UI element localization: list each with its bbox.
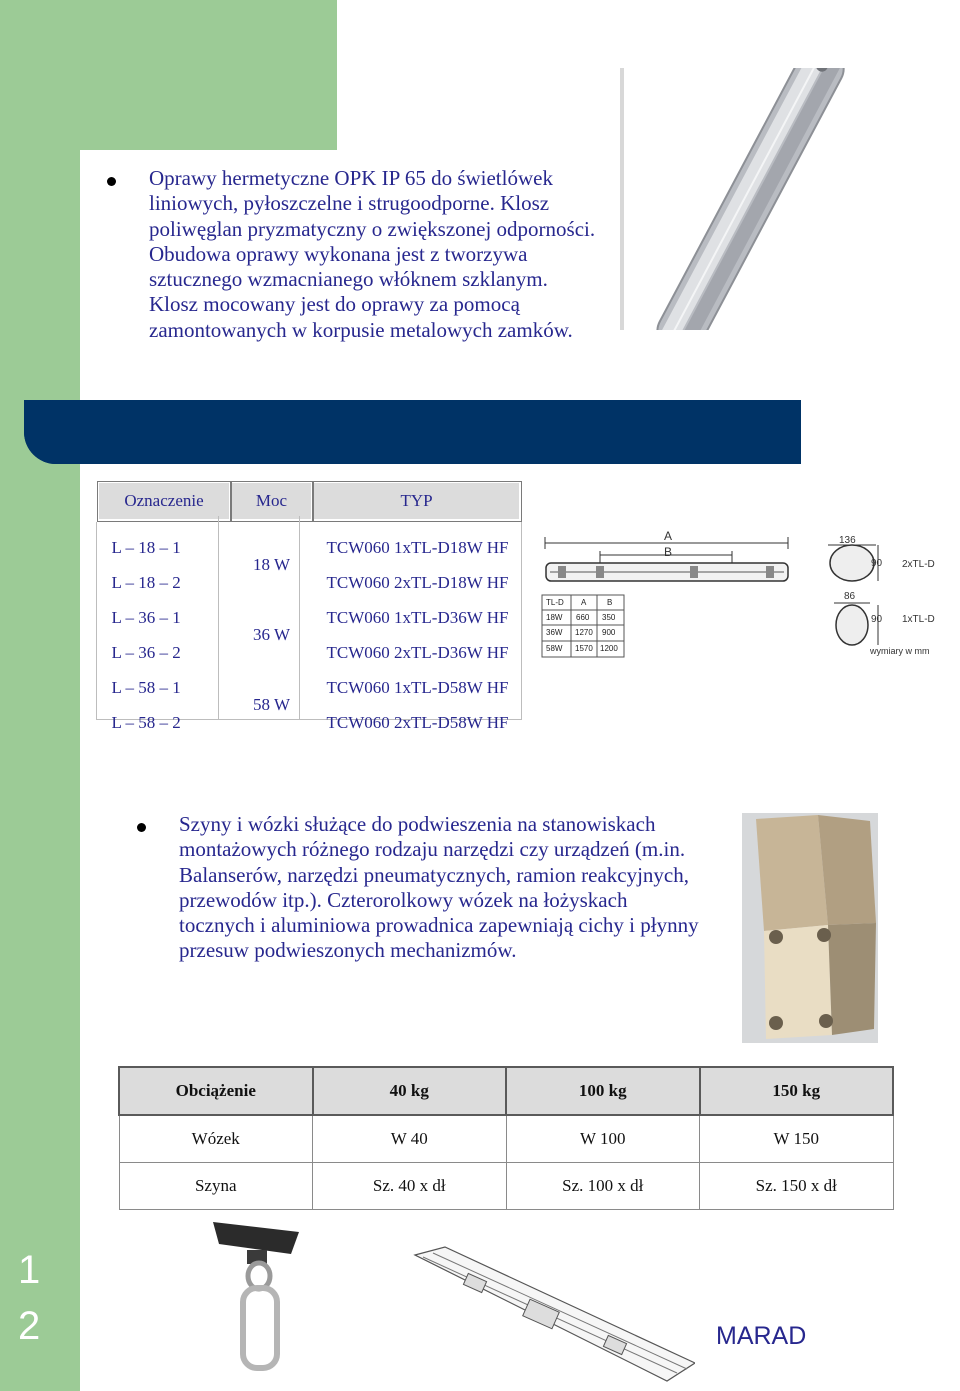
load-table: [118, 1066, 894, 1210]
table-cell: W 150: [700, 1115, 894, 1163]
profile-label-top: 2xTL-D: [902, 559, 935, 570]
profile-height-top: 90: [871, 558, 883, 569]
table-cell: Sz. 150 x dł: [700, 1163, 894, 1210]
designation-cell: L – 18 – 2: [111, 572, 181, 592]
dim-label-b: B: [664, 545, 673, 559]
dims-cell: 1570: [575, 644, 593, 653]
luminaire-photo: [620, 68, 882, 330]
dims-cell: 36W: [546, 628, 563, 637]
power-cell: 18 W: [253, 555, 290, 574]
dims-cell: 58W: [546, 644, 563, 653]
page-number-digit: 2: [18, 1304, 41, 1348]
dimension-diagram: [540, 525, 950, 665]
dims-cell: 18W: [546, 613, 563, 622]
hook-trolley-photo: [207, 1214, 307, 1374]
table-cell: Wózek: [119, 1115, 313, 1163]
column-header: Moc: [231, 482, 313, 521]
dim-label-a: A: [664, 529, 673, 543]
profile-width-bottom: 86: [844, 591, 856, 602]
type-cell: TCW060 1xTL-D36W HF: [326, 607, 509, 627]
designation-cell: L – 36 – 1: [111, 607, 181, 627]
column-divider: [299, 516, 300, 720]
table-row: [119, 1163, 893, 1210]
bullet-icon: [137, 823, 146, 832]
type-cell: TCW060 1xTL-D58W HF: [326, 677, 509, 697]
dims-cell: 1200: [600, 644, 618, 653]
power-cell: 36 W: [253, 625, 290, 644]
green-side-strip: [0, 0, 80, 1391]
column-header: Obciążenie: [119, 1067, 313, 1115]
table-row: [98, 600, 521, 635]
rail-paragraph: Szyny i wózki służące do podwieszenia na stanowiskach montażowych różnego rodzaju narzędzi czy urządzeń (m.in. Balanserów, narzędzi pneumatycznych, ramion reakcyjnych, przewodów itp.). Czterorolkowy wózek na łożyskach tocznych i aluminiowa prowadnica zapewniają cichy i płynny przesuw podwieszonych mechanizmów.: [179, 812, 699, 963]
designation-cell: L – 58 – 1: [111, 677, 181, 697]
dims-cell: 660: [576, 613, 590, 622]
dims-cell: 350: [602, 613, 616, 622]
green-header-block: [0, 0, 337, 150]
designation-cell: L – 18 – 1: [111, 537, 181, 557]
rail-system-drawing: [405, 1245, 695, 1385]
dims-header: B: [607, 598, 613, 607]
table-cell: Sz. 100 x dł: [506, 1163, 700, 1210]
type-cell: TCW060 2xTL-D36W HF: [326, 642, 509, 662]
column-divider: [218, 516, 219, 720]
rail-profile-photo: [742, 813, 878, 1043]
column-header: TYP: [313, 482, 521, 521]
designation-cell: L – 58 – 2: [111, 712, 181, 732]
section-banner: [24, 400, 801, 464]
dims-cell: 1270: [575, 628, 593, 637]
column-header: 150 kg: [700, 1067, 894, 1115]
designation-cell: L – 36 – 2: [111, 642, 181, 662]
spec-table: [96, 480, 522, 740]
table-cell: Sz. 40 x dł: [313, 1163, 507, 1210]
brand-logo-text: MARAD: [716, 1322, 807, 1350]
type-cell: TCW060 1xTL-D18W HF: [326, 537, 509, 557]
units-note: wymiary w mm: [870, 646, 930, 656]
intro-paragraph: Oprawy hermetyczne OPK IP 65 do świetlówek liniowych, pyłoszczelne i strugoodporne. Klosz poliwęglan pryzmatyczny o zwiększonej odporności. Obudowa oprawy wykonana jest z tworzywa sztucznego wzmacnianego włóknem szklanym. Klosz mocowany jest do oprawy za pomocą zamontowanych w korpusie metalowych zamków.: [149, 166, 596, 342]
table-row: [98, 670, 521, 705]
column-header: Oznaczenie: [98, 482, 231, 521]
bullet-icon: [107, 177, 116, 186]
table-cell: W 100: [506, 1115, 700, 1163]
type-cell: TCW060 2xTL-D18W HF: [326, 572, 509, 592]
profile-label-bottom: 1xTL-D: [902, 614, 935, 625]
power-cell: 58 W: [253, 695, 290, 714]
table-row: [98, 530, 521, 565]
profile-height-bottom: 90: [871, 614, 883, 625]
column-header: 100 kg: [506, 1067, 700, 1115]
dims-header: A: [581, 598, 587, 607]
profile-width-top: 136: [839, 535, 856, 546]
dims-header: TL-D: [546, 598, 564, 607]
table-row: [119, 1115, 893, 1163]
table-cell: W 40: [313, 1115, 507, 1163]
type-cell: TCW060 2xTL-D58W HF: [326, 712, 509, 732]
page-number-digit: 1: [18, 1248, 41, 1292]
column-header: 40 kg: [313, 1067, 507, 1115]
table-cell: Szyna: [119, 1163, 313, 1210]
dims-cell: 900: [602, 628, 616, 637]
